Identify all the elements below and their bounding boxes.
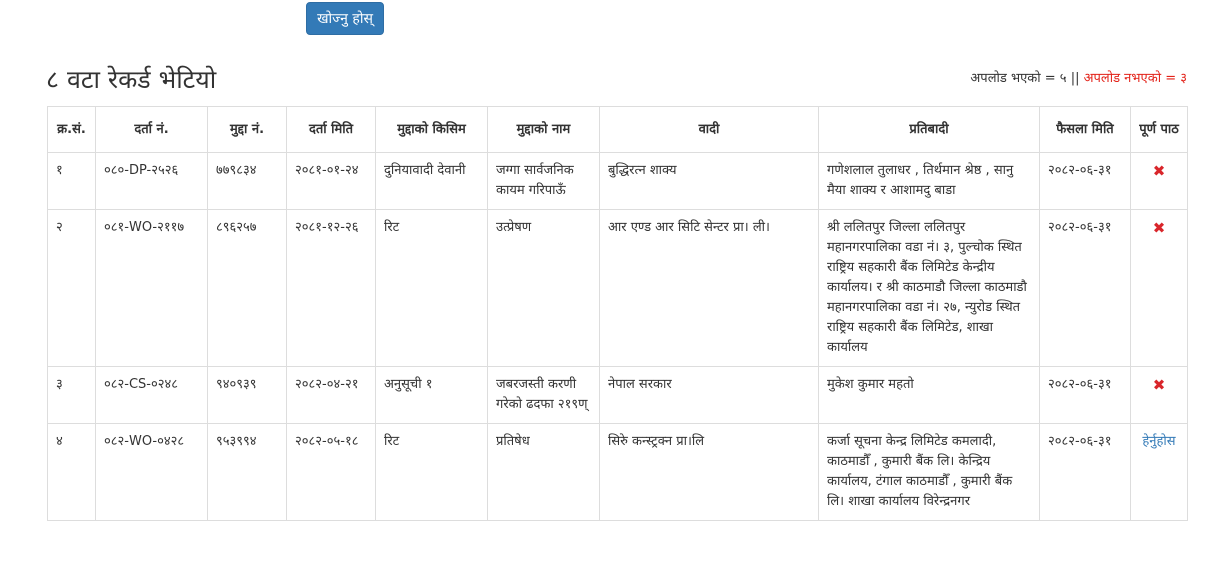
cell-reg-no: ०८०-DP-२५२६ xyxy=(96,153,208,210)
cell-defendant: गणेशलाल तुलाधर , तिर्थमान श्रेष्ठ , सानु मैया शाक्य र आशामदु बाडा xyxy=(819,153,1040,210)
table-row xyxy=(48,367,1188,424)
cell-verdict-date: २०८२-०६-३१ xyxy=(1040,367,1131,424)
cell-case-no: ८९६२५७ xyxy=(208,210,287,367)
cell-sn: ४ xyxy=(48,424,96,521)
cell-case-name: जबरजस्ती करणी गरेको ढदफा २१९ण् xyxy=(488,367,600,424)
col-header-case-no: मुद्दा नं. xyxy=(208,107,287,153)
col-header-case-type: मुद्दाको किसिम xyxy=(376,107,488,153)
cell-full-text xyxy=(1131,424,1188,521)
upload-summary xyxy=(970,68,1187,86)
cell-reg-date: २०८२-०४-२१ xyxy=(287,367,376,424)
cell-case-name: प्रतिषेध xyxy=(488,424,600,521)
col-header-full-text: पूर्ण पाठ xyxy=(1131,107,1188,153)
separator: || xyxy=(1066,71,1084,86)
cell-case-no: ९४०९३९ xyxy=(208,367,287,424)
table-row xyxy=(48,153,1188,210)
col-header-reg-date: दर्ता मिति xyxy=(287,107,376,153)
col-header-sn: क्र.सं. xyxy=(48,107,96,153)
cell-defendant: मुकेश कुमार महतो xyxy=(819,367,1040,424)
close-icon: ✖ xyxy=(1152,376,1166,394)
cell-reg-no: ०८१-WO-२११७ xyxy=(96,210,208,367)
cell-full-text xyxy=(1131,210,1188,367)
close-icon: ✖ xyxy=(1152,162,1166,180)
results-table-wrapper xyxy=(47,106,1187,521)
cell-reg-date: २०८१-१२-२६ xyxy=(287,210,376,367)
table-row xyxy=(48,210,1188,367)
cell-case-type: अनुसूची १ xyxy=(376,367,488,424)
cell-reg-no: ०८२-CS-०२४८ xyxy=(96,367,208,424)
cell-plaintiff: बुद्धिरत्न शाक्य xyxy=(600,153,819,210)
cell-case-type: रिट xyxy=(376,424,488,521)
cell-plaintiff: सिरुे कन्स्ट्रक्न प्रा।लि xyxy=(600,424,819,521)
cell-sn: २ xyxy=(48,210,96,367)
close-icon: ✖ xyxy=(1152,219,1166,237)
cell-case-type: दुनियावादी देवानी xyxy=(376,153,488,210)
cell-case-no: ९५३९९४ xyxy=(208,424,287,521)
cell-reg-date: २०८१-०१-२४ xyxy=(287,153,376,210)
col-header-defendant: प्रतिबादी xyxy=(819,107,1040,153)
cell-case-name: जग्गा सार्वजनिक कायम गरिपाऊँ xyxy=(488,153,600,210)
cell-sn: ३ xyxy=(48,367,96,424)
view-full-text-link[interactable]: हेर्नुहोस xyxy=(1142,434,1176,449)
cell-case-type: रिट xyxy=(376,210,488,367)
results-table xyxy=(47,106,1188,521)
cell-reg-date: २०८२-०५-१८ xyxy=(287,424,376,521)
cell-verdict-date: २०८२-०६-३१ xyxy=(1040,424,1131,521)
search-button[interactable]: खोज्नु होस् xyxy=(306,2,384,35)
cell-defendant: कर्जा सूचना केन्द्र लिमिटेड कमलादी, काठमाडौँ , कुमारी बैंक लि। केन्द्रिय कार्यालय, टंगाल काठमाडौँ , कुमारी बैंक लि। शाखा कार्यालय विरेन्द्रनगर xyxy=(819,424,1040,521)
cell-case-no: ७७९८३४ xyxy=(208,153,287,210)
table-header-row xyxy=(48,107,1188,153)
cell-defendant: श्री ललितपुर जिल्ला ललितपुर महानगरपालिका वडा नं। ३, पुल्चोक स्थित राष्ट्रिय सहकारी बैंक लिमिटेड केन्द्रीय कार्यालय। र श्री काठमाडौ जिल्ला काठमाडौ महानगरपालिका वडा नं। २७, न्युरोड स्थित राष्ट्रिय सहकारी बैंक लिमिटेड, शाखा कार्यालय xyxy=(819,210,1040,367)
cell-verdict-date: २०८२-०६-३१ xyxy=(1040,210,1131,367)
col-header-plaintiff: वादी xyxy=(600,107,819,153)
not-uploaded-count: अपलोड नभएको = ३ xyxy=(1083,71,1187,86)
col-header-verdict-date: फैसला मिति xyxy=(1040,107,1131,153)
cell-full-text xyxy=(1131,153,1188,210)
cell-case-name: उत्प्रेषण xyxy=(488,210,600,367)
result-count-title: ८ वटा रेकर्ड भेटियो xyxy=(46,65,217,94)
table-row xyxy=(48,424,1188,521)
cell-reg-no: ०८२-WO-०४२८ xyxy=(96,424,208,521)
cell-plaintiff: आर एण्ड आर सिटि सेन्टर प्रा। ली। xyxy=(600,210,819,367)
col-header-case-name: मुद्दाको नाम xyxy=(488,107,600,153)
cell-plaintiff: नेपाल सरकार xyxy=(600,367,819,424)
cell-sn: १ xyxy=(48,153,96,210)
cell-full-text xyxy=(1131,367,1188,424)
col-header-reg-no: दर्ता नं. xyxy=(96,107,208,153)
uploaded-count: अपलोड भएको = ५ xyxy=(970,71,1067,86)
cell-verdict-date: २०८२-०६-३१ xyxy=(1040,153,1131,210)
